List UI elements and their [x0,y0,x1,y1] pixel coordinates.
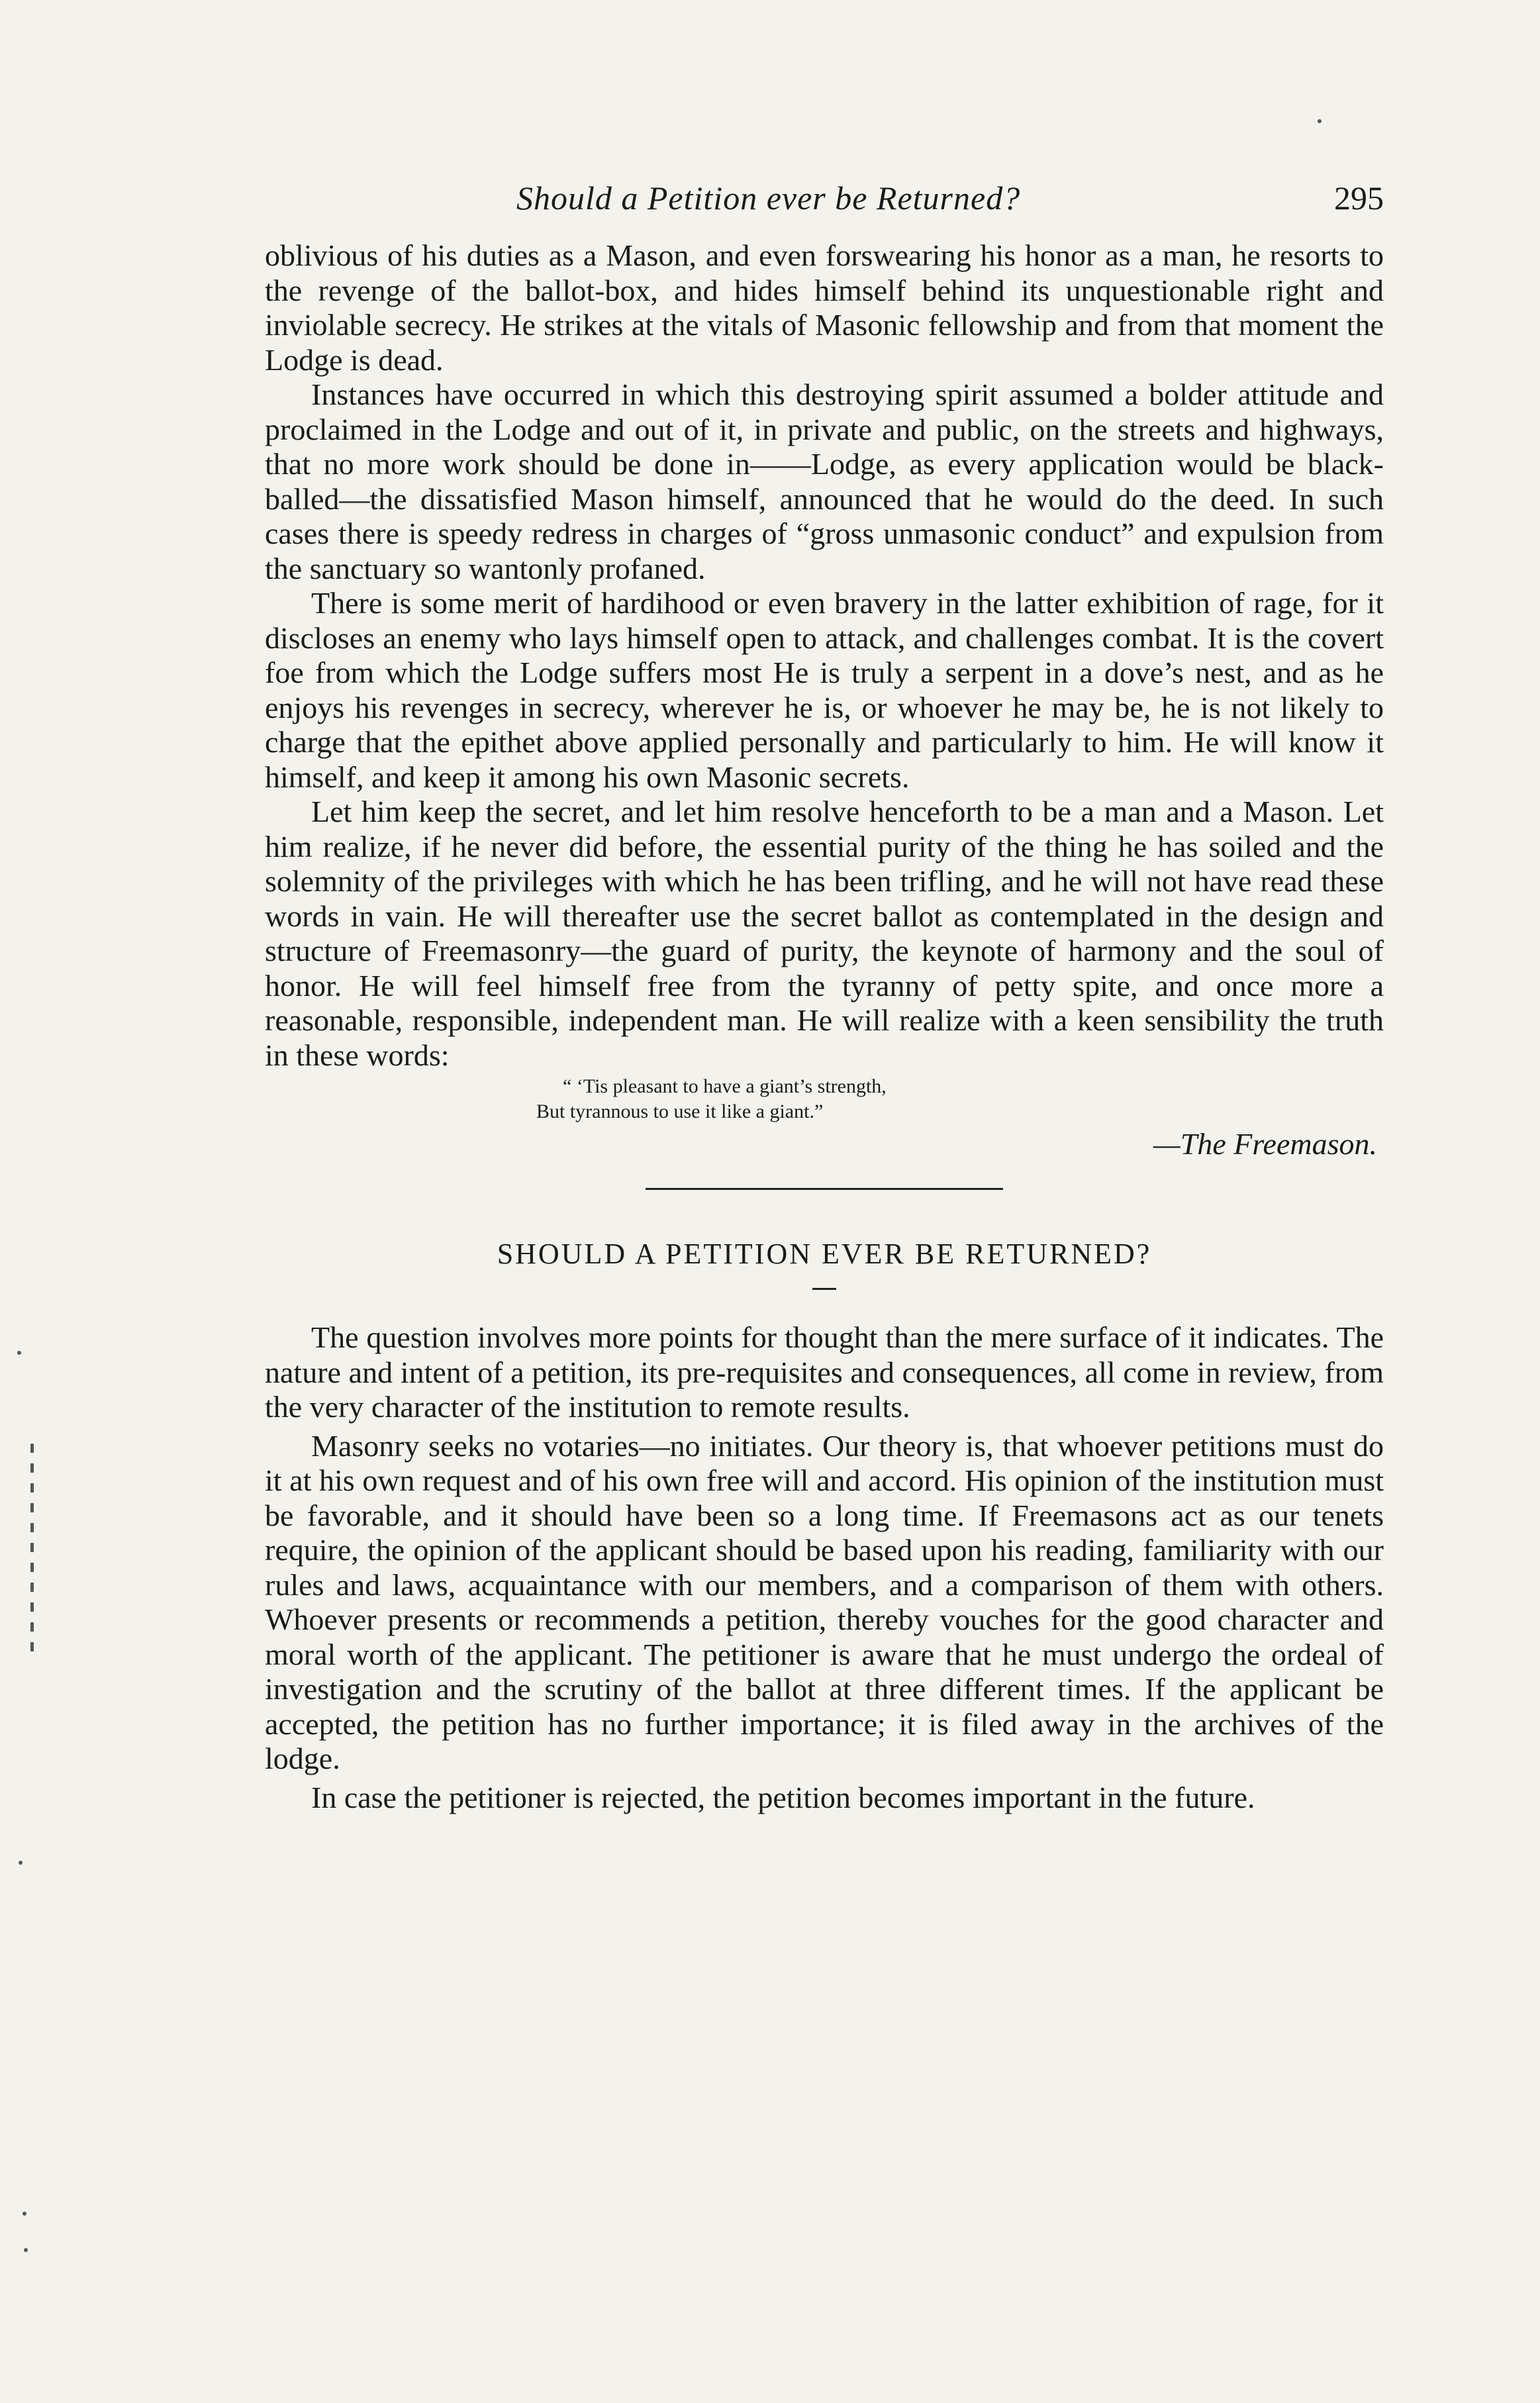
margin-dot [23,2212,26,2216]
margin-dot [24,2248,28,2252]
paragraph: Let him keep the secret, and let him resolve henceforth to be a man and a Mason. Let him realize, if he never did before, the essential purity of the thing he has soiled and the solemnity of the privileges with which he has been trifling, and he will not have read these words in vain. He will thereafter use the secret ballot as contemplated in the design and structure of Freemasonry—the guard of purity, the keynote of harmony and the soul of honor. He will feel himself free from the tyranny of petty spite, and once more a reasonable, responsible, independent man. He will realize with a keen sensibility the truth in these words: [265,795,1384,1072]
paragraph: Instances have occurred in which this destroying spirit assumed a bolder attitude and proclaimed in the Lodge and out of it, in private and public, on the streets and highways, that no more work should be done in——Lodge, as every application would be black-balled—the dissatisfied Mason himself, announced that he would do the deed. In such cases there is speedy redress in charges of “gross unmasonic conduct” and expulsion from the sanctuary so wantonly profaned. [265,377,1384,585]
section-title: SHOULD A PETITION EVER BE RETURNED? [497,1238,1152,1270]
margin-dot [17,1351,21,1355]
margin-dot [1318,119,1322,123]
page-content [265,179,1384,1819]
paragraph: There is some merit of hardihood or even bravery in the latter exhibition of rage, for it discloses an enemy who lays himself open to attack, and challenges combat. It is the covert foe from which the Lodge suffers most He is truly a serpent in a dove’s nest, and as he enjoys his revenges in secrecy, wherever he is, or whoever he may be, he is not likely to charge that the epithet above applied personally and particularly to him. He will know it himself, and keep it among his own Masonic secrets. [265,586,1384,794]
section-body [265,1320,1384,1815]
margin-mark [30,1444,34,1662]
paragraph: Masonry seeks no votaries—no initiates. Our theory is, that whoever petitions must do it at his own request and of his own free will and accord. His opinion of the institution must be favorable, and it should have been so a long time. If Freemasons act as our tenets require, the opinion of the applicant should be based upon his reading, familiarity with our rules and laws, acquaintance with our members, and a comparison of them with others. Whoever presents or recommends a petition, thereby vouches for the good character and moral worth of the applicant. The petitioner is aware that he must undergo the ordeal of investigation and the scrutiny of the ballot at three different times. If the applicant be accepted, the petition has no further importance; it is filed away in the archives of the lodge. [265,1428,1384,1775]
title-dash [812,1288,836,1290]
paragraph: In case the petitioner is rejected, the petition becomes important in the future. [311,1780,1255,1814]
quotation [536,1074,1384,1124]
running-title: Should a Petition ever be Returned? [516,179,1021,217]
running-head [265,179,1384,238]
paragraph: oblivious of his duties as a Mason, and even forswearing his honor as a man, he resorts to the revenge of the ballot-box, and hides himself behind its unquestionable right and inviolable secrecy. He strikes at the vitals of Masonic fellowship and from that moment the Lodge is dead. [265,238,1384,377]
section-divider [646,1188,1003,1190]
margin-dot [19,1861,23,1865]
attribution: —The Freemason. [1153,1127,1377,1161]
quotation-line: “ ‘Tis pleasant to have a giant’s strength, [563,1075,887,1097]
page-number: 295 [1334,179,1384,217]
quotation-line: But tyrannous to use it like a giant.” [536,1101,824,1122]
paragraph: The question involves more points for thought than the mere surface of it indicates. The nature and intent of a petition, its pre-requisites and consequences, all come in review, from the very character of the institution to remote results. [265,1320,1384,1424]
article-body [265,238,1384,1815]
